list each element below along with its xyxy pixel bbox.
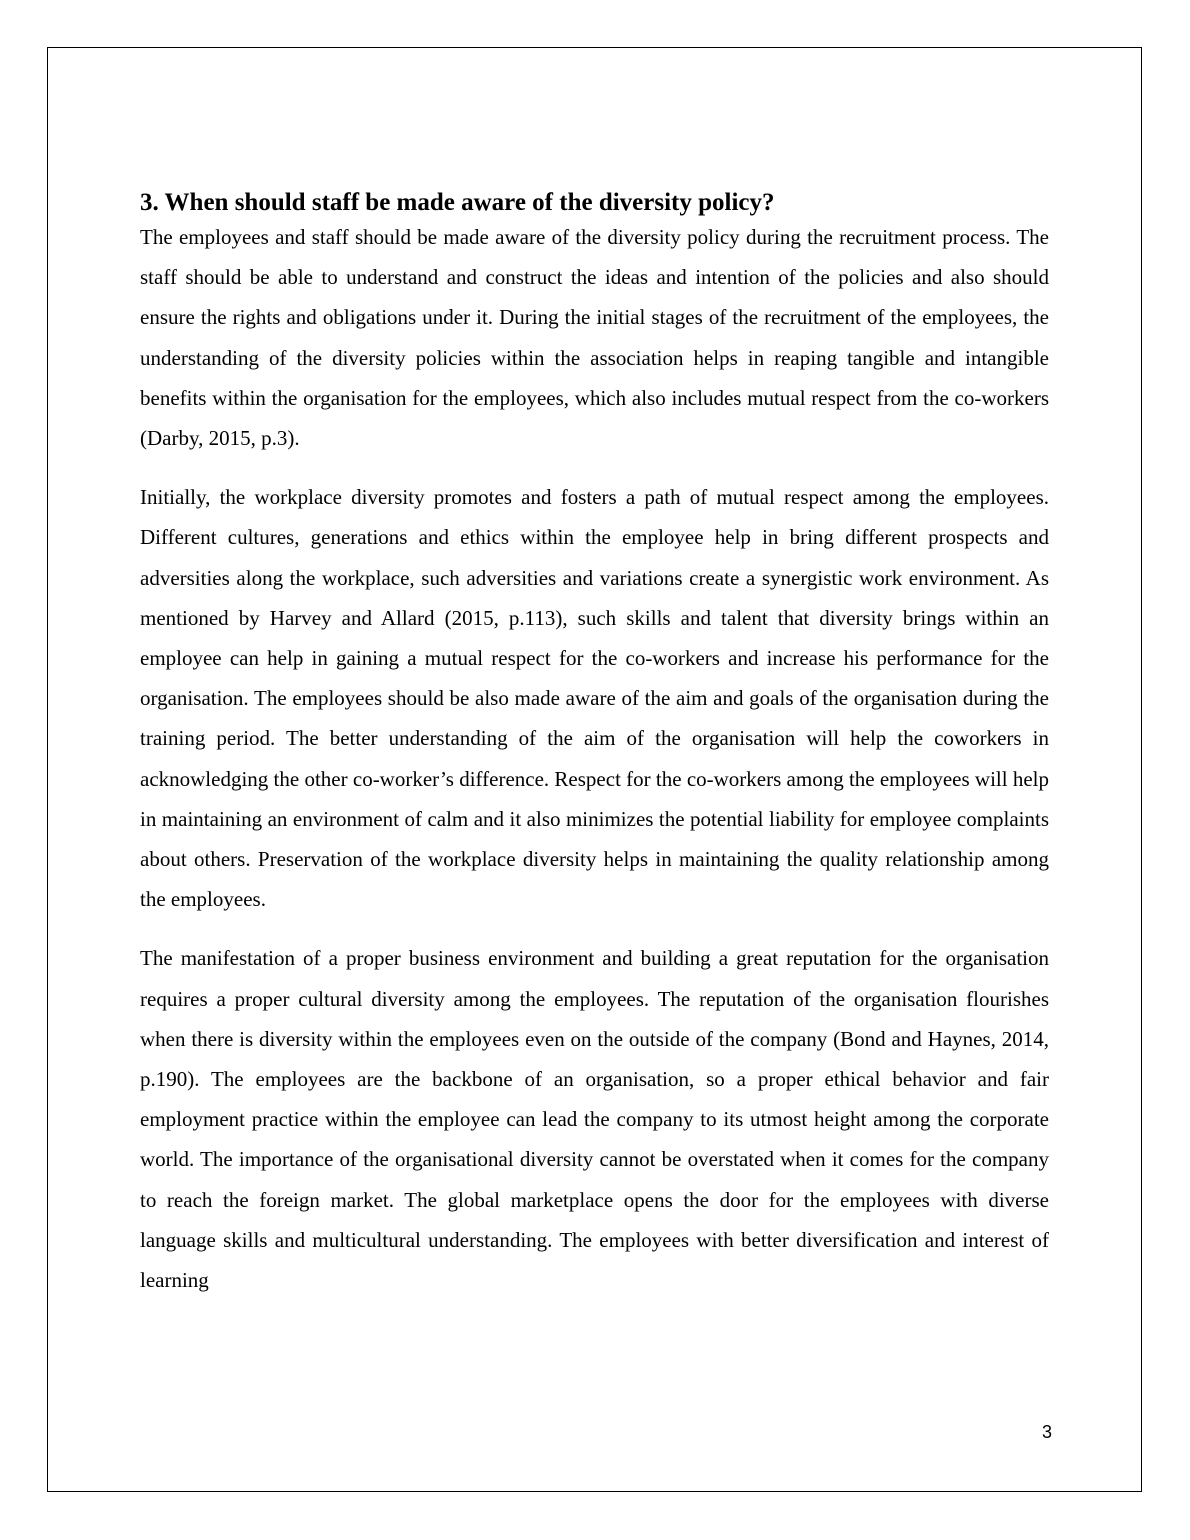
document-body xyxy=(140,186,1049,1319)
page-number: 3 xyxy=(1041,1422,1052,1442)
paragraph-2: Initially, the workplace diversity promotes and fosters a path of mutual respect among the employees. Different cultures, generations and ethics within the employee help in bring different prospects and adversities along the workplace, such adversities and variations create a synergistic work environment. As mentioned by Harvey and Allard (2015, p.113), such skills and talent that diversity brings within an employee can help in gaining a mutual respect for the co-workers and increase his performance for the organisation. The employees should be also made aware of the aim and goals of the organisation during the training period. The better understanding of the aim of the organisation will help the coworkers in acknowledging the other co-worker’s difference. Respect for the co-workers among the employees will help in maintaining an environment of calm and it also minimizes the potential liability for employee complaints about others. Preservation of the workplace diversity helps in maintaining the quality relationship among the employees. xyxy=(140,485,1049,912)
paragraph-3: The manifestation of a proper business environment and building a great reputation for the organisation requires a proper cultural diversity among the employees. The reputation of the organisation flourishes when there is diversity within the employees even on the outside of the company (Bond and Haynes, 2014, p.190). The employees are the backbone of an organisation, so a proper ethical behavior and fair employment practice within the employee can lead the company to its utmost height among the corporate world. The importance of the organisational diversity cannot be overstated when it comes for the company to reach the foreign market. The global marketplace opens the door for the employees with diverse language skills and multicultural understanding. The employees with better diversification and interest of learning xyxy=(140,946,1049,1293)
section-heading: 3. When should staff be made aware of the diversity policy? xyxy=(140,189,775,216)
paragraph-1: The employees and staff should be made aware of the diversity policy during the recruitment process. The staff should be able to understand and construct the ideas and intention of the policies and also should ensure the rights and obligations under it. During the initial stages of the recruitment of the employees, the understanding of the diversity policies within the association helps in reaping tangible and intangible benefits within the organisation for the employees, which also includes mutual respect from the co-workers (Darby, 2015, p.3). xyxy=(140,225,1049,451)
